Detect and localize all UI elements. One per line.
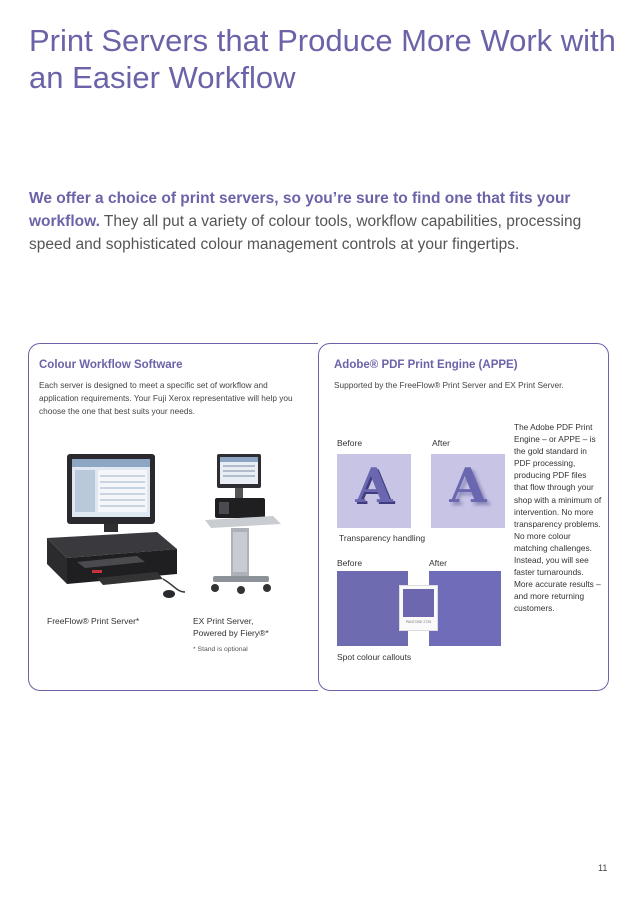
spot-colour-before: [337, 571, 408, 646]
appe-description: The Adobe PDF Print Engine – or APPE – is the gold standard in PDF processing, producing PDF files that flow through your shop with a minimum of intervention. No more transparency problems. No more colour matching challenges. Instead, you will see faster turnarounds. More accurate results – and more returning customers.: [514, 422, 602, 614]
after-label-spot: After: [429, 558, 447, 568]
colour-workflow-text: Each server is designed to meet a specific set of workflow and application requirements. Your Fuji Xerox representative will help you choose the one that best suits your needs.: [39, 380, 293, 416]
ex-server-caption: EX Print Server, Powered by Fiery®*: [193, 616, 269, 638]
page-number: 11: [598, 863, 608, 873]
letter-a-after: A: [449, 458, 487, 514]
colour-workflow-title: Colour Workflow Software: [39, 359, 183, 371]
intro-body: They all put a variety of colour tools, workflow capabilities, processing speed and sophisticated colour management controls at your fingertips.: [29, 213, 582, 253]
appe-title: Adobe® PDF Print Engine (APPE): [334, 359, 518, 371]
pantone-swatch-label: PANTONE 2725: [405, 620, 432, 624]
before-label-spot: Before: [337, 558, 363, 568]
appe-text: Supported by the FreeFlow® Print Server and EX Print Server.: [334, 380, 564, 390]
freeflow-caption: FreeFlow® Print Server*: [47, 616, 140, 626]
before-label-transparency: Before: [337, 438, 363, 448]
spot-colour-after: [429, 571, 501, 646]
stand-footnote: * Stand is optional: [193, 646, 248, 653]
transparency-before-sample: [337, 454, 411, 528]
colour-workflow-panel: [28, 343, 318, 691]
letter-a-before: A: [355, 458, 393, 514]
ex-print-server-image: [197, 454, 287, 604]
pantone-swatch: [399, 585, 438, 631]
intro-paragraph: [29, 187, 609, 256]
appe-panel: [318, 343, 609, 691]
spot-colour-caption: Spot colour callouts: [337, 652, 412, 662]
pantone-swatch-colour: [403, 589, 434, 617]
transparency-after-sample: [431, 454, 505, 528]
intro-lead: We offer a choice of print servers, so you’re sure to find one that fits your workflow.: [29, 190, 571, 230]
page-title: Print Servers that Produce More Work with an Easier Workflow: [29, 23, 616, 95]
after-label-transparency: After: [432, 438, 450, 448]
freeflow-server-image: [37, 454, 187, 599]
transparency-caption: Transparency handling: [339, 533, 426, 543]
